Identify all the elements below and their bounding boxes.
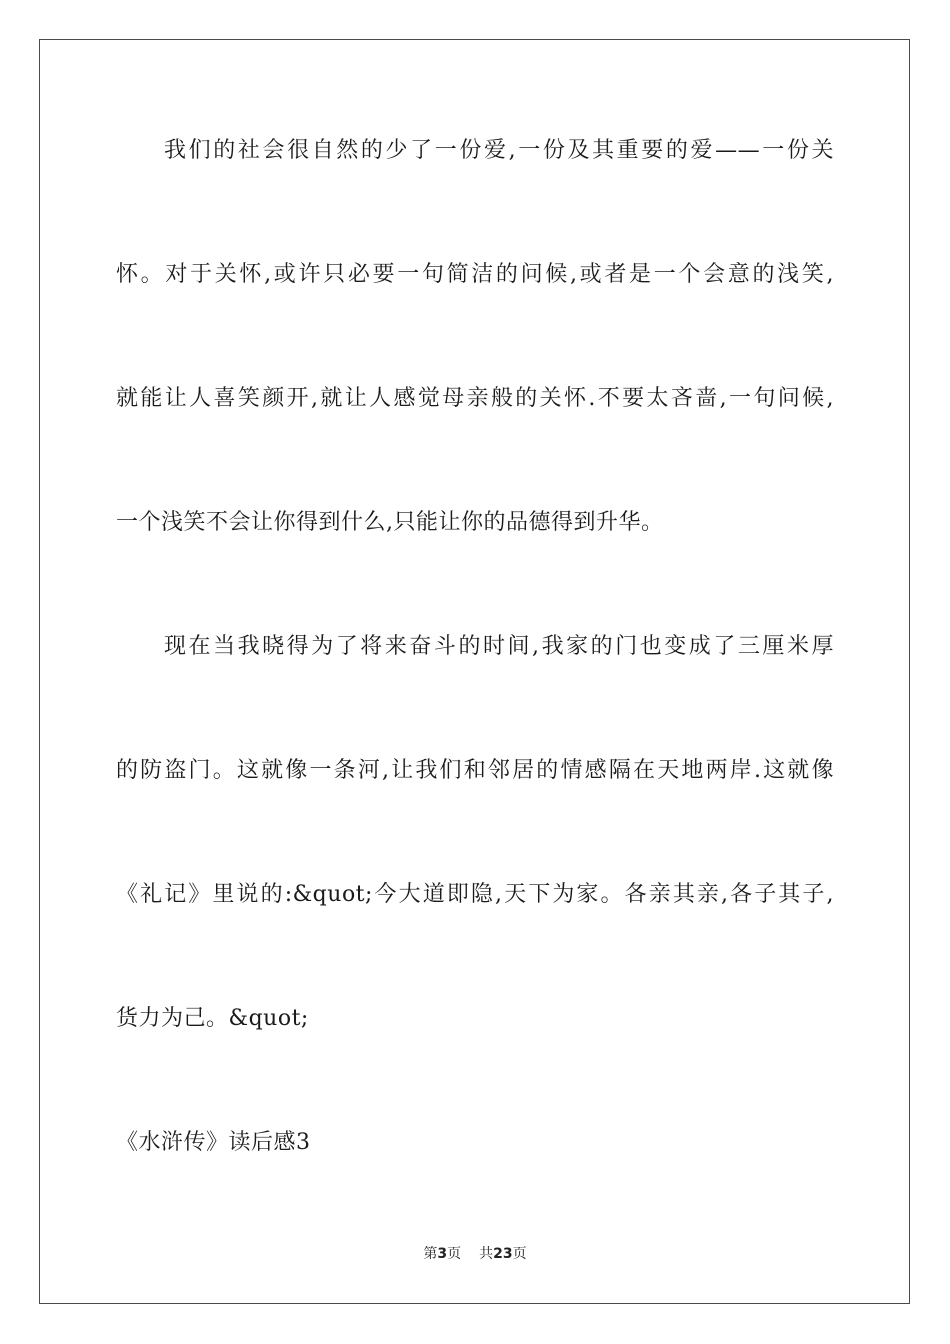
footer-page-suffix: 页: [447, 1246, 462, 1262]
section-heading: 《水浒传》读后感3: [116, 1130, 311, 1155]
page-border: [39, 39, 910, 1304]
paragraph-line-7: 《礼记》里说的:&quot;今大道即隐,天下为家。各亲其亲,各子其子,: [116, 882, 834, 907]
paragraph-line-6: 的防盗门。这就像一条河,让我们和邻居的情感隔在天地两岸.这就像: [116, 758, 834, 783]
footer-total-suffix: 页: [512, 1246, 527, 1262]
footer-total-pages: 23: [493, 1246, 513, 1262]
paragraph-line-2: 怀。对于关怀,或许只必要一句简洁的问候,或者是一个会意的浅笑,: [116, 262, 834, 287]
paragraph-line-1: 我们的社会很自然的少了一份爱,一份及其重要的爱——一份关: [164, 138, 834, 163]
footer-prefix: 第: [423, 1246, 438, 1262]
page-footer: [0, 1244, 950, 1264]
paragraph-line-8: 货力为己。&quot;: [116, 1006, 309, 1031]
paragraph-line-3: 就能让人喜笑颜开,就让人感觉母亲般的关怀.不要太吝啬,一句问候,: [116, 386, 834, 411]
footer-page-number: 3: [437, 1246, 448, 1262]
paragraph-line-5: 现在当我晓得为了将来奋斗的时间,我家的门也变成了三厘米厚: [164, 634, 834, 659]
footer-total-prefix: 共: [479, 1246, 494, 1262]
paragraph-line-4: 一个浅笑不会让你得到什么,只能让你的品德得到升华。: [116, 510, 664, 535]
